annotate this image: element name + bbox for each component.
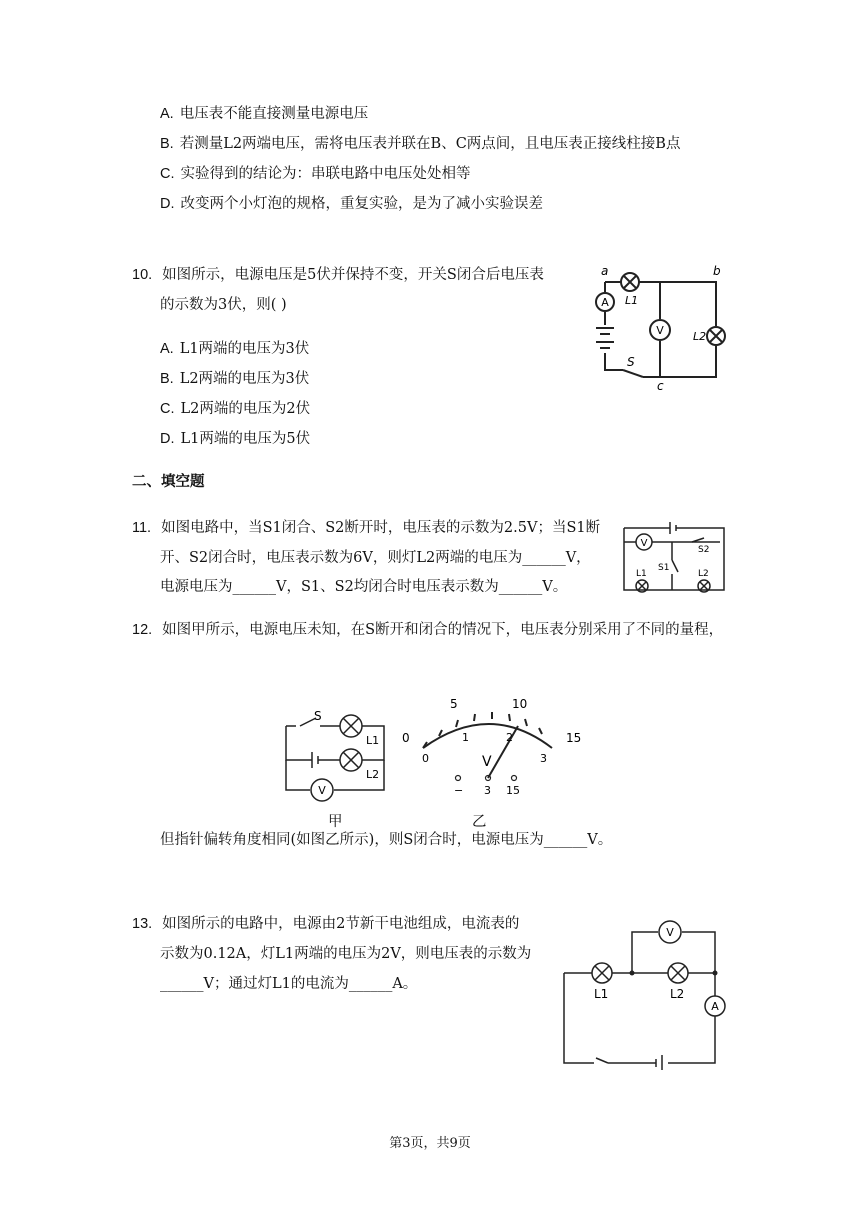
meter-lower-3: 3 xyxy=(540,752,547,765)
meter-lower-1: 1 xyxy=(462,731,469,744)
label-v: V xyxy=(666,926,674,939)
terminal-15: 15 xyxy=(506,784,520,797)
question-text: 示数为0.12A，灯L1两端的电压为2V，则电压表的示数为 xyxy=(160,946,532,962)
option-letter: D. xyxy=(160,431,175,447)
label-l1: L1 xyxy=(636,569,647,579)
question-text: 如图所示的电路中，电源由2节新干电池组成，电流表的 xyxy=(162,916,520,932)
q10-option-b xyxy=(160,369,309,389)
question-text: 的示数为3伏，则( ) xyxy=(160,297,287,313)
section-heading: 二、填空题 xyxy=(132,474,205,490)
label-v: V xyxy=(318,784,326,797)
q13-line3 xyxy=(160,974,417,994)
question-text: ______V；通过灯L1的电流为______A。 xyxy=(160,976,418,992)
terminal-3: 3 xyxy=(484,784,491,797)
label-s: S xyxy=(314,709,322,723)
q9-option-c xyxy=(160,164,471,184)
label-s1: S1 xyxy=(658,563,670,573)
label-l1: L1 xyxy=(594,987,609,1001)
option-letter: D. xyxy=(160,196,175,212)
label-s: S xyxy=(627,355,635,369)
option-text: L1两端的电压为5伏 xyxy=(180,431,311,447)
q10-option-a xyxy=(160,339,309,359)
q13-line1 xyxy=(132,914,519,934)
q13-line2 xyxy=(160,944,531,964)
terminal-minus: − xyxy=(454,784,464,797)
question-text: 如图所示，电源电压是5伏并保持不变，开关S闭合后电压表 xyxy=(162,267,544,283)
label-l2: L2 xyxy=(366,768,380,781)
label-a: A xyxy=(711,1000,719,1013)
q9-option-d xyxy=(160,194,543,214)
meter-unit: V xyxy=(482,754,492,770)
point-a: a xyxy=(601,264,609,278)
fig-yi-caption: 乙 xyxy=(472,814,487,830)
q11-line2 xyxy=(160,548,591,568)
question-number: 10. xyxy=(132,267,153,283)
label-v: V xyxy=(640,538,648,549)
option-text: L2两端的电压为3伏 xyxy=(179,371,310,387)
option-text: 改变两个小灯泡的规格，重复实验，是为了减小实验误差 xyxy=(180,196,543,212)
q10-option-c xyxy=(160,399,310,419)
q10-stem-line2 xyxy=(160,295,287,315)
page-footer: 第3页，共9页 xyxy=(389,1136,471,1151)
label-s2: S2 xyxy=(698,545,710,555)
q11-line1 xyxy=(132,518,600,538)
point-c: c xyxy=(657,379,664,392)
question-number: 12. xyxy=(132,622,153,638)
meter-upper-15: 15 xyxy=(566,731,582,745)
question-number: 13. xyxy=(132,916,153,932)
label-l2: L2 xyxy=(693,330,707,343)
q10-circuit-diagram xyxy=(585,262,735,392)
question-text: 如图甲所示，电源电压未知，在S断开和闭合的情况下，电压表分别采用了不同的量程， xyxy=(162,622,724,638)
question-text: 如图电路中，当S1闭合、S2断开时，电压表的示数为2.5V；当S1断 xyxy=(161,520,601,536)
meter-upper-10: 10 xyxy=(512,697,528,711)
fig-jia-caption: 甲 xyxy=(328,814,343,830)
q13-circuit-diagram xyxy=(558,918,733,1070)
label-v: V xyxy=(656,324,664,337)
question-text: 但指针偏转角度相同(如图乙所示)，则S闭合时，电源电压为______V。 xyxy=(160,832,613,848)
option-text: 实验得到的结论为：串联电路中电压处处相等 xyxy=(180,166,471,182)
q11-circuit-diagram xyxy=(620,520,730,600)
label-l1: L1 xyxy=(625,294,639,307)
label-l2: L2 xyxy=(670,987,685,1001)
option-letter: A. xyxy=(160,106,174,122)
option-text: 若测量L2两端电压，需将电压表并联在B、C两点间，且电压表正接线柱接B点 xyxy=(179,136,681,152)
q10-stem-line1 xyxy=(132,265,544,285)
point-b: b xyxy=(713,264,721,278)
q12-line1 xyxy=(132,620,723,640)
meter-lower-0: 0 xyxy=(422,752,429,765)
question-text: 开、S2闭合时，电压表示数为6V，则灯L2两端的电压为______V， xyxy=(160,550,591,566)
q9-option-b xyxy=(160,134,680,154)
q9-option-a xyxy=(160,104,368,124)
option-text: L1两端的电压为3伏 xyxy=(179,341,310,357)
q11-line3 xyxy=(160,577,567,597)
label-l1: L1 xyxy=(366,734,380,747)
option-letter: B. xyxy=(160,371,174,387)
option-text: L2两端的电压为2伏 xyxy=(180,401,311,417)
q12-voltmeter-yi xyxy=(390,690,590,805)
option-letter: C. xyxy=(160,401,175,417)
option-letter: A. xyxy=(160,341,174,357)
meter-upper-0: 0 xyxy=(402,731,410,745)
q10-option-d xyxy=(160,429,310,449)
option-letter: B. xyxy=(160,136,174,152)
label-a: A xyxy=(601,296,609,309)
question-text: 电源电压为______V，S1、S2均闭合时电压表示数为______V。 xyxy=(160,579,568,595)
option-text: 电压表不能直接测量电源电压 xyxy=(179,106,369,122)
q12-line2 xyxy=(160,830,612,850)
q12-circuit-jia xyxy=(280,700,395,810)
option-letter: C. xyxy=(160,166,175,182)
meter-lower-2: 2 xyxy=(506,731,513,744)
question-number: 11. xyxy=(132,520,152,536)
label-l2: L2 xyxy=(698,569,709,579)
meter-upper-5: 5 xyxy=(450,697,458,711)
